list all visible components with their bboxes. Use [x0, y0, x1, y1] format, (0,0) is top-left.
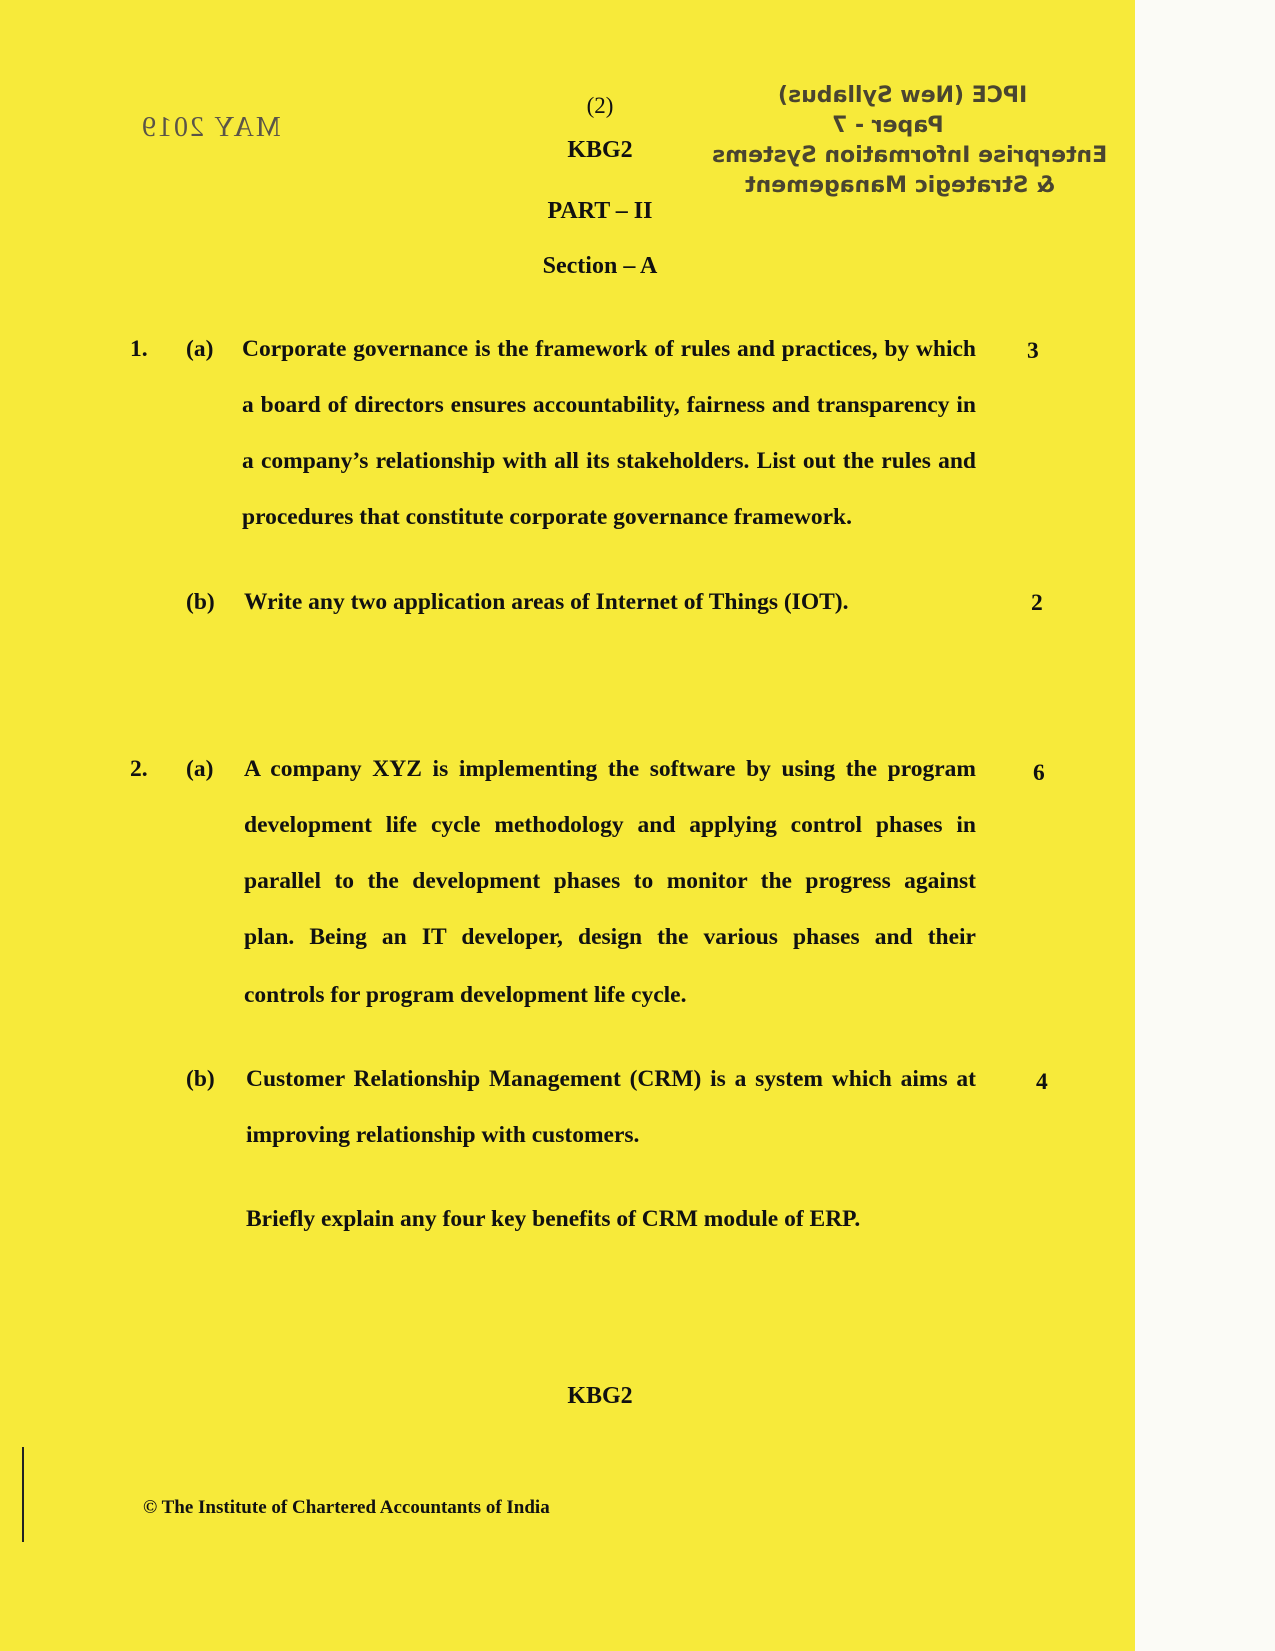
question-part-label: (b): [186, 1066, 215, 1092]
copyright-notice: © The Institute of Chartered Accountants of India: [143, 1497, 550, 1518]
paper-code: KBG2: [567, 137, 633, 163]
question-text-line: controls for program development life cycle.: [244, 982, 687, 1008]
question-text-line: a company’s relationship with all its stakeholders. List out the rules and: [242, 448, 976, 474]
marks: 2: [1031, 590, 1043, 616]
part-heading: PART – II: [547, 198, 653, 224]
section-heading: Section – A: [542, 253, 658, 279]
question-text-line: development life cycle methodology and applying control phases in: [244, 812, 976, 838]
footer-paper-code: KBG2: [567, 1383, 633, 1409]
stamp-line: IPCE (New Syllabus): [778, 83, 1028, 108]
question-text-line: A company XYZ is implementing the software by using the program: [244, 756, 976, 782]
question-text-line: Corporate governance is the framework of rules and practices, by which: [242, 336, 976, 362]
question-text-line: a board of directors ensures accountability, fairness and transparency in: [242, 392, 976, 418]
page-number: (2): [586, 93, 614, 118]
question-part-label: (b): [186, 589, 215, 615]
question-part-label: (a): [186, 336, 214, 362]
question-text-line: procedures that constitute corporate governance framework.: [242, 504, 852, 530]
question-text-line: Customer Relationship Management (CRM) is a system which aims at: [246, 1066, 976, 1092]
question-part-label: (a): [186, 756, 214, 782]
question-text-line: Briefly explain any four key benefits of CRM module of ERP.: [246, 1206, 861, 1232]
question-text-line: parallel to the development phases to monitor the progress against: [244, 868, 976, 894]
question-number: 1.: [130, 336, 148, 362]
marks: 4: [1036, 1069, 1048, 1095]
stamp-line: Enterprise Information Systems: [712, 143, 1108, 168]
stamp-line: & Strategic Management: [745, 173, 1056, 198]
marks: 6: [1033, 760, 1045, 786]
scan-margin: [1135, 0, 1275, 1651]
question-text-line: Write any two application areas of Internet of Things (IOT).: [244, 589, 849, 615]
question-text-line: plan. Being an IT developer, design the various phases and their: [244, 924, 976, 950]
scan-mark: [22, 1447, 24, 1542]
date-stamp: MAY 2019: [140, 112, 281, 143]
question-number: 2.: [130, 756, 148, 782]
question-text-line: improving relationship with customers.: [246, 1122, 640, 1148]
marks: 3: [1027, 338, 1039, 364]
stamp-line: Paper - 7: [832, 113, 944, 138]
